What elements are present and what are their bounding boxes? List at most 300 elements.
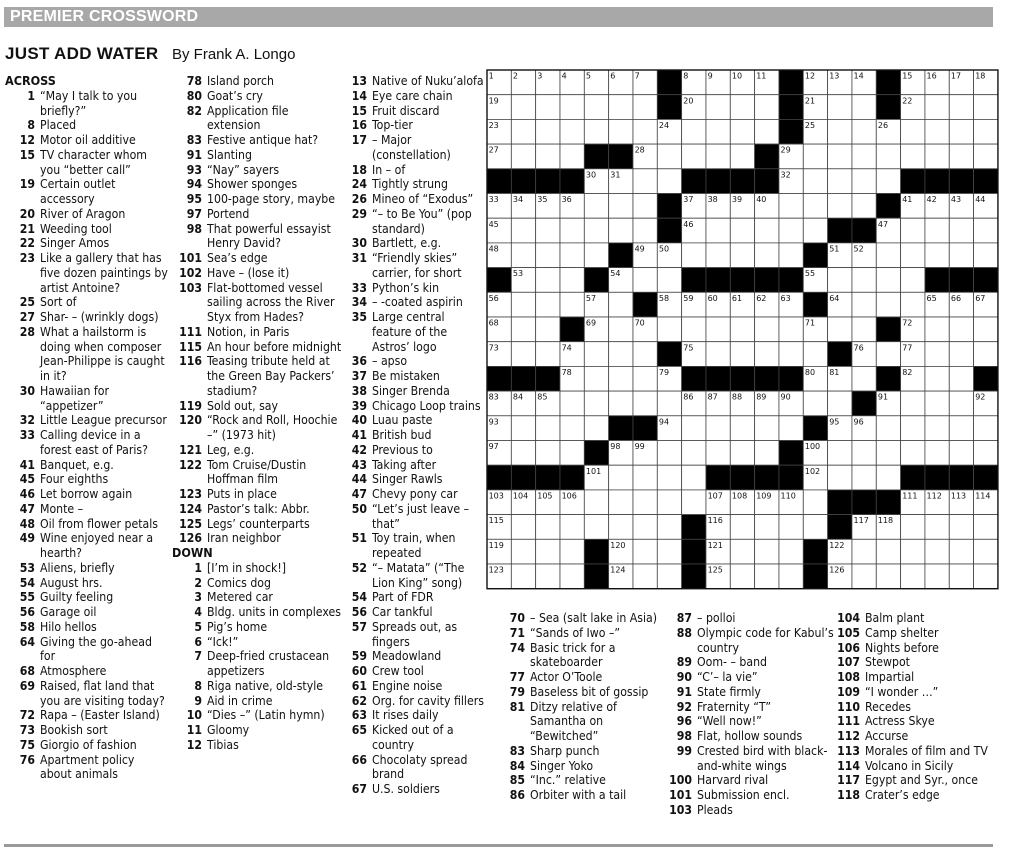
grid-cell[interactable] (536, 292, 560, 317)
cell-number: 105 (537, 491, 553, 501)
grid-cell[interactable] (974, 515, 998, 540)
grid-cell[interactable] (682, 317, 706, 342)
cell-number: 67 (975, 293, 986, 303)
grid-cell[interactable] (949, 119, 973, 144)
grid-cell[interactable] (657, 441, 681, 466)
grid-cell[interactable] (974, 317, 998, 342)
grid-cell[interactable] (730, 144, 754, 169)
grid-cell[interactable] (706, 342, 730, 367)
clue-number: 52 (351, 560, 367, 575)
clue-text: Singer Rawls (372, 472, 443, 487)
grid-cell[interactable] (657, 391, 681, 416)
clue-text: State firmly (697, 684, 761, 699)
grid-cell[interactable] (560, 243, 584, 268)
grid-cell[interactable] (706, 243, 730, 268)
grid-cell[interactable] (511, 144, 535, 169)
grid-cell[interactable] (511, 218, 535, 243)
grid-cell[interactable] (901, 292, 925, 317)
grid-cell[interactable] (706, 441, 730, 466)
grid-cell[interactable] (511, 292, 535, 317)
cell-number: 62 (756, 293, 767, 303)
grid-cell[interactable] (925, 515, 949, 540)
grid-cell[interactable] (852, 194, 876, 219)
grid-cell[interactable] (803, 342, 827, 367)
grid-cell[interactable] (536, 144, 560, 169)
clue-text: “Ick!” (207, 634, 239, 649)
cell-number: 63 (780, 293, 791, 303)
grid-block (487, 465, 511, 490)
grid-cell[interactable] (803, 490, 827, 515)
grid-cell[interactable] (633, 169, 657, 194)
grid-cell[interactable] (974, 144, 998, 169)
grid-cell[interactable] (584, 218, 608, 243)
grid-cell[interactable] (706, 95, 730, 120)
grid-cell[interactable] (901, 218, 925, 243)
clue-number: 21 (19, 221, 35, 236)
grid-cell[interactable] (779, 243, 803, 268)
grid-cell[interactable] (852, 144, 876, 169)
clue-number: 67 (351, 782, 367, 796)
grid-cell[interactable] (949, 144, 973, 169)
grid-cell[interactable] (633, 539, 657, 564)
grid-cell[interactable] (949, 564, 973, 589)
grid-cell[interactable] (901, 539, 925, 564)
grid-cell[interactable] (657, 490, 681, 515)
grid-cell[interactable] (925, 539, 949, 564)
grid-cell[interactable] (609, 391, 633, 416)
clue-number: 8 (27, 118, 35, 133)
grid-cell[interactable] (657, 539, 681, 564)
clue-text: “Let’s just leave – that” (372, 501, 470, 531)
clue-text: – polloi (697, 611, 736, 625)
clue-text: Part of FDR (372, 590, 434, 605)
grid-cell[interactable] (828, 317, 852, 342)
grid-cell[interactable] (682, 465, 706, 490)
grid-cell[interactable] (876, 564, 900, 589)
grid-cell[interactable] (852, 366, 876, 391)
grid-cell[interactable] (609, 366, 633, 391)
grid-cell[interactable] (852, 169, 876, 194)
grid-cell[interactable] (657, 268, 681, 293)
cell-number: 91 (877, 392, 889, 402)
clue-text: “– to Be You” (pop standard) (372, 206, 472, 236)
clue-text: Wine enjoyed near a hearth? (40, 531, 154, 560)
grid-cell[interactable] (901, 441, 925, 466)
grid-cell[interactable] (657, 465, 681, 490)
grid-cell[interactable] (560, 515, 584, 540)
grid-cell[interactable] (779, 539, 803, 564)
clue-number: 70 (509, 611, 525, 625)
grid-cell[interactable] (633, 119, 657, 144)
grid-cell[interactable] (560, 144, 584, 169)
grid-cell[interactable] (925, 95, 949, 120)
grid-cell[interactable] (876, 539, 900, 564)
grid-cell[interactable] (584, 243, 608, 268)
grid-cell[interactable] (730, 539, 754, 564)
grid-cell[interactable] (657, 169, 681, 194)
clue-text: Pleads (697, 802, 733, 817)
grid-cell[interactable] (511, 243, 535, 268)
cell-number: 88 (731, 392, 743, 402)
grid-cell[interactable] (949, 515, 973, 540)
grid-cell[interactable] (974, 119, 998, 144)
grid-cell[interactable] (949, 218, 973, 243)
grid-cell[interactable] (901, 144, 925, 169)
grid-cell[interactable] (974, 416, 998, 441)
grid-cell[interactable] (779, 416, 803, 441)
grid-cell[interactable] (730, 515, 754, 540)
grid-cell[interactable] (974, 539, 998, 564)
grid-cell[interactable] (974, 95, 998, 120)
grid-cell[interactable] (949, 391, 973, 416)
grid-cell[interactable] (511, 119, 535, 144)
grid-cell[interactable] (925, 243, 949, 268)
grid-cell[interactable] (925, 416, 949, 441)
grid-cell[interactable] (974, 218, 998, 243)
grid-cell[interactable] (876, 465, 900, 490)
clue-text: [I’m in shock!] (207, 560, 287, 575)
clue-text: Motor oil additive (40, 133, 136, 147)
cell-number: 17 (950, 71, 962, 81)
grid-cell[interactable] (560, 119, 584, 144)
grid-cell[interactable] (511, 539, 535, 564)
grid-cell[interactable] (584, 194, 608, 219)
grid-cell[interactable] (901, 119, 925, 144)
grid-cell[interactable] (560, 218, 584, 243)
grid-cell[interactable] (755, 539, 779, 564)
grid-cell[interactable] (633, 564, 657, 589)
grid-cell[interactable] (852, 292, 876, 317)
grid-cell[interactable] (609, 515, 633, 540)
grid-cell[interactable] (536, 539, 560, 564)
grid-cell[interactable] (609, 465, 633, 490)
clue-number: 16 (351, 118, 367, 133)
grid-cell[interactable] (730, 119, 754, 144)
grid-cell[interactable] (949, 416, 973, 441)
grid-cell[interactable] (706, 416, 730, 441)
grid-cell[interactable] (803, 169, 827, 194)
grid-cell[interactable] (828, 441, 852, 466)
grid-cell[interactable] (511, 342, 535, 367)
grid-cell[interactable] (876, 292, 900, 317)
grid-block (779, 366, 803, 391)
grid-cell[interactable] (536, 119, 560, 144)
grid-cell[interactable] (633, 95, 657, 120)
grid-cell[interactable] (633, 268, 657, 293)
clue-number: 9 (194, 693, 202, 708)
grid-cell[interactable] (779, 564, 803, 589)
clue-number: 20 (19, 206, 35, 221)
grid-cell[interactable] (828, 169, 852, 194)
grid-cell[interactable] (511, 317, 535, 342)
grid-cell[interactable] (706, 218, 730, 243)
grid-cell[interactable] (633, 465, 657, 490)
grid-cell[interactable] (682, 243, 706, 268)
grid-cell[interactable] (609, 218, 633, 243)
grid-cell[interactable] (584, 490, 608, 515)
grid-cell[interactable] (828, 465, 852, 490)
grid-cell[interactable] (633, 391, 657, 416)
grid-cell[interactable] (536, 416, 560, 441)
grid-cell[interactable] (755, 119, 779, 144)
clue-text: Metered car (207, 590, 273, 605)
clue-number: 54 (19, 575, 35, 590)
grid-cell[interactable] (536, 441, 560, 466)
grid-cell[interactable] (949, 243, 973, 268)
grid-block (949, 169, 973, 194)
grid-cell[interactable] (706, 119, 730, 144)
clue-text: Flat-bottomed vessel sailing across the River Styx from Hades? (207, 280, 335, 324)
grid-cell[interactable] (511, 441, 535, 466)
grid-cell[interactable] (560, 441, 584, 466)
grid-cell[interactable] (584, 342, 608, 367)
grid-cell[interactable] (755, 416, 779, 441)
grid-cell[interactable] (730, 317, 754, 342)
grid-cell[interactable] (511, 564, 535, 589)
grid-cell[interactable] (828, 391, 852, 416)
grid-cell[interactable] (828, 194, 852, 219)
grid-cell[interactable] (730, 218, 754, 243)
grid-cell[interactable] (803, 194, 827, 219)
grid-cell[interactable] (974, 441, 998, 466)
grid-cell[interactable] (755, 515, 779, 540)
clue-text: Puts in place (207, 487, 277, 501)
grid-cell[interactable] (876, 243, 900, 268)
grid-cell[interactable] (779, 194, 803, 219)
grid-cell[interactable] (536, 243, 560, 268)
grid-block (925, 465, 949, 490)
grid-cell[interactable] (974, 564, 998, 589)
cell-number: 106 (561, 491, 577, 501)
grid-cell[interactable] (706, 317, 730, 342)
grid-cell[interactable] (657, 317, 681, 342)
grid-cell[interactable] (584, 119, 608, 144)
grid-cell[interactable] (925, 366, 949, 391)
clue-text: 100-page story, maybe (207, 192, 336, 206)
clue-text: Tibias (207, 737, 239, 752)
grid-cell[interactable] (511, 95, 535, 120)
grid-cell[interactable] (609, 342, 633, 367)
grid-cell[interactable] (803, 218, 827, 243)
grid-cell[interactable] (925, 342, 949, 367)
grid-cell[interactable] (560, 95, 584, 120)
grid-cell[interactable] (852, 441, 876, 466)
grid-cell[interactable] (974, 342, 998, 367)
cell-number: 30 (585, 170, 597, 180)
grid-cell[interactable] (876, 144, 900, 169)
grid-cell[interactable] (925, 564, 949, 589)
clue-text: Toy train, when repeated (372, 531, 456, 560)
clue-text: Crested bird with black-and-white wings (697, 743, 828, 773)
cell-number: 21 (804, 96, 816, 106)
grid-cell[interactable] (609, 119, 633, 144)
clue-number: 61 (351, 678, 367, 693)
grid-cell[interactable] (609, 95, 633, 120)
grid-cell[interactable] (876, 416, 900, 441)
grid-cell[interactable] (560, 268, 584, 293)
grid-cell[interactable] (730, 342, 754, 367)
grid-cell[interactable] (949, 342, 973, 367)
grid-cell[interactable] (803, 144, 827, 169)
grid-cell[interactable] (560, 564, 584, 589)
grid-cell[interactable] (584, 515, 608, 540)
grid-cell[interactable] (925, 119, 949, 144)
grid-block (730, 366, 754, 391)
grid-cell[interactable] (974, 243, 998, 268)
grid-cell[interactable] (949, 539, 973, 564)
grid-cell[interactable] (852, 317, 876, 342)
cell-number: 8 (683, 71, 689, 81)
grid-cell[interactable] (755, 441, 779, 466)
grid-block (730, 268, 754, 293)
grid-cell[interactable] (682, 416, 706, 441)
grid-block (876, 366, 900, 391)
clue-number: 22 (19, 236, 35, 251)
grid-cell[interactable] (536, 95, 560, 120)
grid-cell[interactable] (949, 95, 973, 120)
clue-number: 57 (351, 619, 367, 634)
grid-cell[interactable] (584, 366, 608, 391)
grid-block (974, 366, 998, 391)
grid-cell[interactable] (828, 144, 852, 169)
grid-cell[interactable] (852, 95, 876, 120)
grid-cell[interactable] (755, 317, 779, 342)
clue-number: 2 (194, 575, 202, 590)
grid-cell[interactable] (657, 515, 681, 540)
clue-number: 103 (179, 280, 202, 295)
grid-cell[interactable] (633, 490, 657, 515)
grid-cell[interactable] (779, 218, 803, 243)
clue-text: Pastor’s talk: Abbr. (207, 501, 310, 516)
grid-cell[interactable] (609, 317, 633, 342)
grid-cell[interactable] (925, 391, 949, 416)
grid-cell[interactable] (925, 317, 949, 342)
grid-cell[interactable] (730, 243, 754, 268)
grid-cell[interactable] (511, 416, 535, 441)
grid-cell[interactable] (536, 317, 560, 342)
grid-cell[interactable] (901, 416, 925, 441)
grid-cell[interactable] (730, 95, 754, 120)
grid-cell[interactable] (682, 441, 706, 466)
grid-cell[interactable] (755, 342, 779, 367)
cell-number: 44 (975, 195, 986, 205)
cell-number: 74 (561, 343, 572, 353)
grid-cell[interactable] (536, 515, 560, 540)
grid-cell[interactable] (925, 144, 949, 169)
grid-cell[interactable] (803, 391, 827, 416)
grid-cell[interactable] (779, 515, 803, 540)
grid-cell[interactable] (730, 564, 754, 589)
clue-text: Bookish sort (40, 723, 108, 737)
grid-cell[interactable] (901, 243, 925, 268)
clue-text: Kicked out of a country (372, 723, 454, 752)
grid-cell[interactable] (536, 218, 560, 243)
grid-cell[interactable] (901, 268, 925, 293)
grid-cell[interactable] (803, 515, 827, 540)
cell-number: 26 (877, 121, 889, 130)
grid-cell[interactable] (755, 243, 779, 268)
grid-cell[interactable] (852, 465, 876, 490)
grid-cell[interactable] (755, 564, 779, 589)
grid-cell[interactable] (901, 515, 925, 540)
grid-cell[interactable] (828, 95, 852, 120)
grid-cell[interactable] (925, 441, 949, 466)
clue-text: Meadowland (372, 649, 442, 664)
grid-cell[interactable] (536, 342, 560, 367)
grid-block (901, 465, 925, 490)
grid-cell[interactable] (633, 194, 657, 219)
grid-cell[interactable] (609, 292, 633, 317)
grid-cell[interactable] (511, 515, 535, 540)
grid-cell[interactable] (828, 268, 852, 293)
grid-cell[interactable] (779, 317, 803, 342)
grid-cell[interactable] (682, 490, 706, 515)
clue-text: What a hailstorm is doing when composer Jean-Philippe is caught in it? (40, 324, 165, 383)
grid-cell[interactable] (876, 342, 900, 367)
grid-cell[interactable] (852, 119, 876, 144)
grid-cell[interactable] (560, 539, 584, 564)
grid-cell[interactable] (828, 119, 852, 144)
grid-cell[interactable] (949, 441, 973, 466)
cell-number: 125 (707, 565, 723, 575)
clue-text: Sharp punch (530, 743, 600, 758)
grid-cell[interactable] (901, 564, 925, 589)
grid-block (706, 366, 730, 391)
grid-cell[interactable] (876, 169, 900, 194)
grid-cell[interactable] (633, 366, 657, 391)
grid-cell[interactable] (584, 391, 608, 416)
grid-cell[interactable] (949, 366, 973, 391)
grid-cell[interactable] (852, 268, 876, 293)
grid-cell[interactable] (584, 416, 608, 441)
grid-cell[interactable] (949, 317, 973, 342)
grid-cell[interactable] (852, 564, 876, 589)
grid-cell[interactable] (657, 564, 681, 589)
grid-cell[interactable] (730, 416, 754, 441)
grid-cell[interactable] (682, 119, 706, 144)
grid-cell[interactable] (925, 218, 949, 243)
cell-number: 31 (610, 170, 621, 180)
grid-cell[interactable] (755, 218, 779, 243)
grid-cell[interactable] (876, 441, 900, 466)
grid-cell[interactable] (706, 144, 730, 169)
clue-number: 59 (351, 649, 367, 664)
grid-cell[interactable] (682, 144, 706, 169)
grid-cell[interactable] (609, 490, 633, 515)
clue-text: Baseless bit of gossip (530, 684, 649, 699)
grid-cell[interactable] (755, 95, 779, 120)
grid-cell[interactable] (584, 95, 608, 120)
grid-cell[interactable] (633, 218, 657, 243)
grid-cell[interactable] (633, 515, 657, 540)
clue-number: 49 (19, 531, 35, 546)
grid-cell[interactable] (560, 292, 584, 317)
grid-cell[interactable] (560, 391, 584, 416)
grid-cell[interactable] (609, 194, 633, 219)
clue-number: 90 (676, 670, 692, 684)
grid-cell[interactable] (901, 391, 925, 416)
grid-cell[interactable] (536, 268, 560, 293)
grid-cell[interactable] (852, 539, 876, 564)
grid-cell[interactable] (876, 268, 900, 293)
grid-cell[interactable] (779, 342, 803, 367)
grid-cell[interactable] (560, 416, 584, 441)
grid-cell[interactable] (657, 144, 681, 169)
grid-cell[interactable] (730, 441, 754, 466)
grid-block (584, 268, 608, 293)
grid-cell[interactable] (633, 342, 657, 367)
grid-cell[interactable] (536, 564, 560, 589)
